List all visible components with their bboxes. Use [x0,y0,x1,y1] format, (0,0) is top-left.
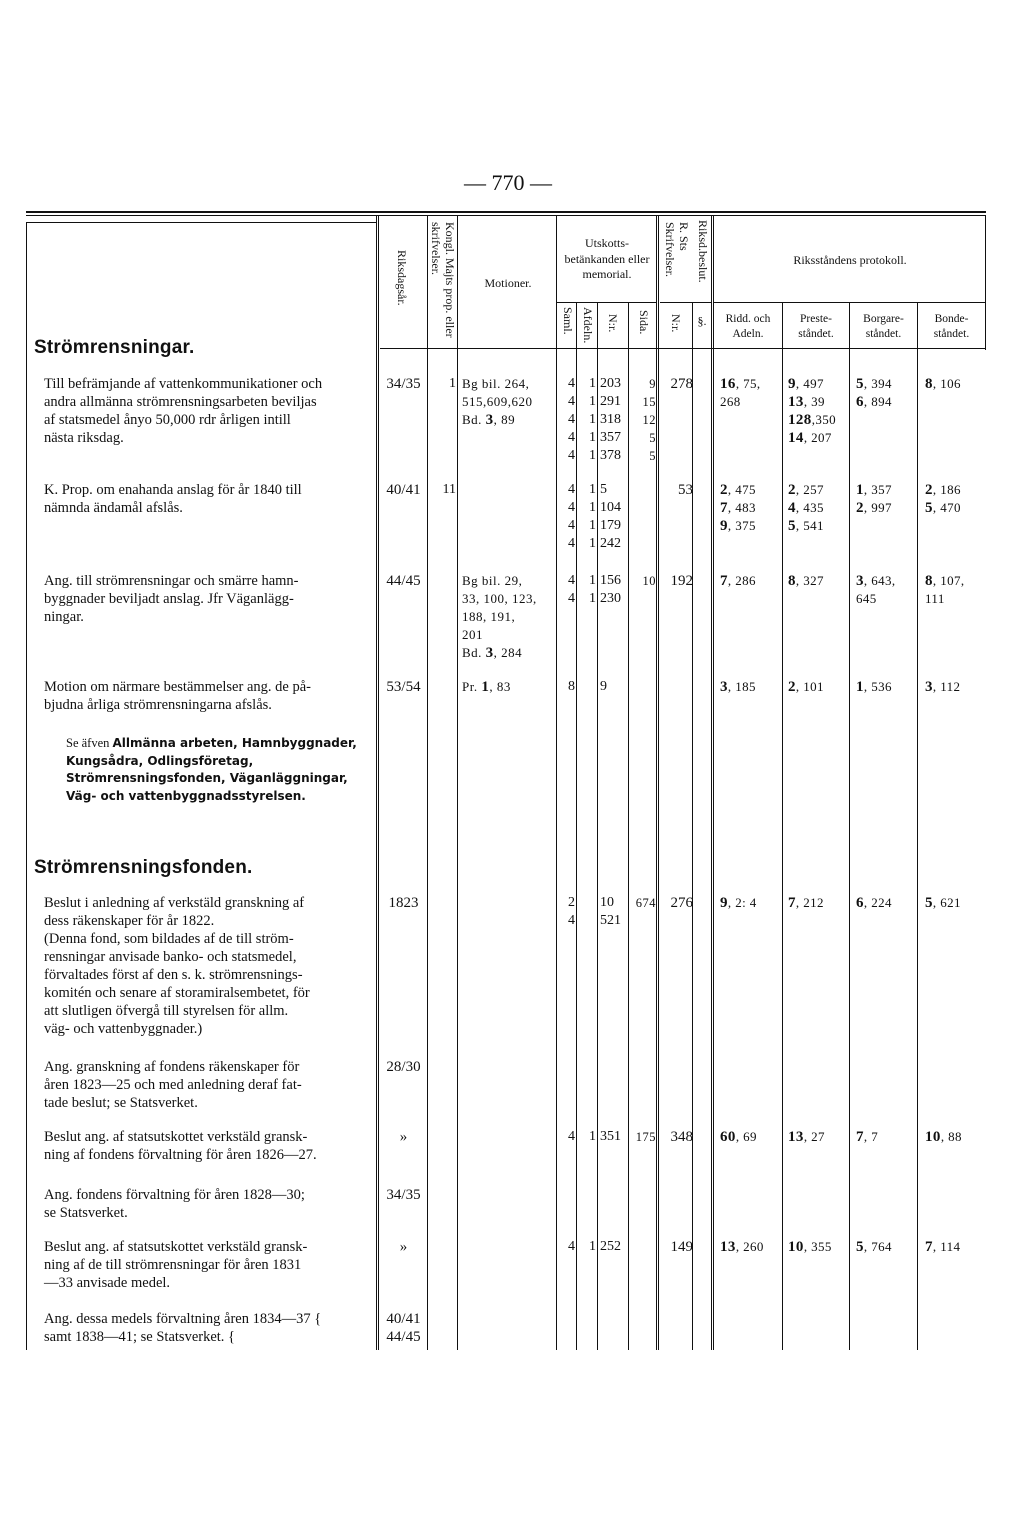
afdeln-values: 1 1 [589,573,596,606]
presteståndet-refs: 9, 497 13, 39 128,350 14, 207 [788,376,837,446]
skrifvelse-nr: 276 [670,895,693,911]
borgareståndet-refs: 5, 394 6, 894 [856,376,892,410]
memorial-nr-values: 203 291 318 357 378 [600,376,621,463]
bondeståndet-refs: 8, 107, 111 [925,573,965,606]
col-rule-afd [597,302,598,1350]
see-also-note [66,735,376,805]
col-rule-desc [376,216,379,1350]
presteståndet-refs: 2, 101 [788,679,824,695]
col-rule-saml [576,302,577,1350]
header-saml: Saml. [560,307,575,335]
sida-values: 10 [642,574,656,588]
col-rule-right [985,216,986,350]
borgareståndet-refs: 1, 536 [856,679,892,695]
col-rule-sida [656,216,659,1350]
ridd-adeln-refs: 9, 2: 4 [720,895,757,911]
fund-entry-description: Beslut ang. af statsutskottet verkstäld gransk- ning af fondens förvaltning för åren 1826—27. [44,1129,317,1163]
col-rule-borg [917,302,918,1350]
memorial-nr-values: 351 [600,1129,621,1144]
skrifvelse-nr: 149 [670,1239,693,1255]
entry-description: Motion om närmare bestämmelser ang. de på- bjudna årliga strömrensningarna afslås. [44,679,311,713]
riksdagsar-value: 40/41 [386,482,421,498]
saml-values: 4 4 [568,573,575,606]
borgareståndet-refs: 5, 764 [856,1239,892,1255]
saml-values: 4 [568,1129,575,1144]
header-riksd-beslut: Riksd.beslut. [695,220,710,283]
afdeln-values: 1 [589,1129,596,1144]
ridd-adeln-refs: 7, 286 [720,573,756,589]
memorial-nr-values: 10 521 [600,895,621,928]
ridd-adeln-refs: 3, 185 [720,679,756,695]
header-afdeln: Afdeln. [580,307,595,344]
skrifvelse-nr: 278 [670,376,693,392]
fund-entry-description: Ang. dessa medels förvaltning åren 1834—37 { samt 1838—41; se Statsverket. { [44,1311,322,1345]
motion-refs: Pr. 1, 83 [462,679,511,695]
header-borgare: Borgare- ståndet. [863,313,904,340]
header-motioner: Motioner. [484,276,532,290]
subheader-rule-protocol [714,302,986,303]
riksdagsar-value: 53/54 [386,679,421,695]
ridd-adeln-refs: 16, 75, 268 [720,376,761,409]
ridd-adeln-refs: 13, 260 [720,1239,764,1255]
header-nr: N:r. [605,314,620,333]
bondeståndet-refs: 7, 114 [925,1239,961,1255]
bondeståndet-refs: 5, 621 [925,895,961,911]
riksdagsar-value: 40/41 44/45 [386,1311,421,1345]
bondeståndet-refs: 3, 112 [925,679,961,695]
skrifvelse-nr: 192 [670,573,693,589]
header-nr-rs: N:r. [668,314,683,333]
subheader-rule-rss [660,302,712,303]
header-riksdagsar: Riksdagsår. [394,250,409,306]
fund-entry-description: Beslut i anledning af verkstäld granskning af dess räkenskaper för år 1822. (Denna fond, som bildades af de till ström- rensningar anvisade banko- och statsmedel, förvaltades först af den s. k. strömrensnings- komitén och senare af storamiralsembetet, för att slutligen öfvergå till styrelsen för allm. väg- och vattenbyggnader.) [44,895,310,1037]
borgareståndet-refs: 1, 357 2, 997 [856,482,892,516]
entry-description: K. Prop. om enahanda anslag för år 1840 till nämnda ändamål afslås. [44,482,302,516]
skrifvelse-nr: 348 [670,1129,693,1145]
subheader-rule-utskott [557,302,657,303]
col-rule-left [26,222,27,1350]
header-utskotts: Utskotts- betänkanden eller memorial. [564,236,650,282]
header-rs-skrifvelser: R. Sts Skrifvelser. [663,222,691,277]
presteståndet-refs: 13, 27 [788,1129,825,1145]
fund-entry-description: Beslut ang. af statsutskottet verkstäld gransk- ning af de till strömrensningar för åren 1831 —33 anvisade medel. [44,1239,308,1291]
afdeln-values: 1 1 1 1 1 [589,376,596,463]
saml-values: 2 4 [568,895,575,928]
col-rule-nr [628,302,629,1350]
riksdagsar-value: 34/35 [386,1187,421,1203]
col-rule-year [427,216,428,1350]
col-rule-ridd [782,302,783,1350]
col-rule-rsnr [692,302,693,1350]
afdeln-values: 1 1 1 1 [589,482,596,551]
sida-values: 9 15 12 5 5 [642,377,656,463]
header-kongl-prop: Kongl. Majts prop. eller skrifvelser. [429,222,457,338]
top-rule-thick [26,211,986,213]
col-rule-prest [849,302,850,1350]
riksdagsar-value: 1823 [388,895,419,911]
ridd-adeln-refs: 2, 475 7, 483 9, 375 [720,482,756,534]
memorial-nr-values: 9 [600,679,607,694]
saml-values: 4 [568,1239,575,1254]
prop-value: 1 [449,376,456,391]
header-protokoll: Riksståndens protokoll. [793,253,907,267]
memorial-nr-values: 5 104 179 242 [600,482,621,551]
memorial-nr-values: 156 230 [600,573,621,606]
header-paragraf: §. [697,314,707,328]
see-also-prefix: Se äfven [66,736,110,750]
memorial-nr-values: 252 [600,1239,621,1254]
bondeståndet-refs: 10, 88 [925,1129,962,1145]
borgareståndet-refs: 3, 643, 645 [856,573,896,606]
fund-entry-description: Ang. fondens förvaltning för åren 1828—30; se Statsverket. [44,1187,305,1221]
header-sida: Sida. [636,310,651,335]
sida-values: 175 [635,1130,656,1144]
header-left-top-rule [26,222,376,223]
col-rule-rsd [711,216,714,1350]
saml-values: 4 4 4 4 [568,482,575,551]
motion-refs: Bg bil. 29, 33, 100, 123, 188, 191, 201 Bd. 3, 284 [462,573,537,661]
col-rule-prop [457,216,458,1350]
presteståndet-refs: 7, 212 [788,895,824,911]
section-title: Strömrensningar. [34,337,195,358]
bondeståndet-refs: 8, 106 [925,376,961,392]
presteståndet-refs: 10, 355 [788,1239,832,1255]
saml-values: 8 [568,679,575,694]
riksdagsar-value: » [399,1129,408,1145]
riksdagsar-value: » [399,1239,408,1255]
top-rule-thin [26,215,986,216]
borgareståndet-refs: 6, 224 [856,895,892,911]
borgareståndet-refs: 7, 7 [856,1129,879,1145]
saml-values: 4 4 4 4 4 [568,376,575,463]
header-ridd: Ridd. och Adeln. [725,313,771,340]
motion-refs: Bg bil. 264, 515,609,620 Bd. 3, 89 [462,376,533,428]
page-number: — 770 — [464,170,552,195]
fund-entry-description: Ang. granskning af fondens räkenskaper för åren 1823—25 och med anledning deraf fat- tade beslut; se Statsverket. [44,1059,302,1111]
ridd-adeln-refs: 60, 69 [720,1129,757,1145]
header-bonde: Bonde- ståndet. [933,313,970,340]
riksdagsar-value: 34/35 [386,376,421,392]
sida-values: 674 [635,896,656,910]
skrifvelse-nr: 53 [678,482,693,498]
see-also-items: Allmänna arbeten, Hamnbyggnader, Kungsådra, Odlingsföretag, Strömrensningsfonden, Väganläggningar, Väg- och vattenbyggnadsstyrelsen. [66,736,357,803]
entry-description: Ang. till strömrensningar och smärre hamn- byggnader beviljadt anslag. Jfr Väganlägg- ningar. [44,573,299,625]
entry-description: Till befrämjande af vattenkommunikationer och andra allmänna strömrensningsarbeten beviljas af statsmedel ånyo 50,000 rdr årligen intill nästa riksdag. [44,376,323,446]
presteståndet-refs: 8, 327 [788,573,824,589]
presteståndet-refs: 2, 257 4, 435 5, 541 [788,482,824,534]
riksdagsar-value: 28/30 [386,1059,421,1075]
header-prest: Preste- ståndet. [798,313,834,340]
afdeln-values: 1 [589,1239,596,1254]
riksdagsar-value: 44/45 [386,573,421,589]
bondeståndet-refs: 2, 186 5, 470 [925,482,961,516]
prop-value: 11 [442,482,456,497]
header-bottom-rule [380,348,986,349]
section-title: Strömrensningsfonden. [34,857,253,878]
